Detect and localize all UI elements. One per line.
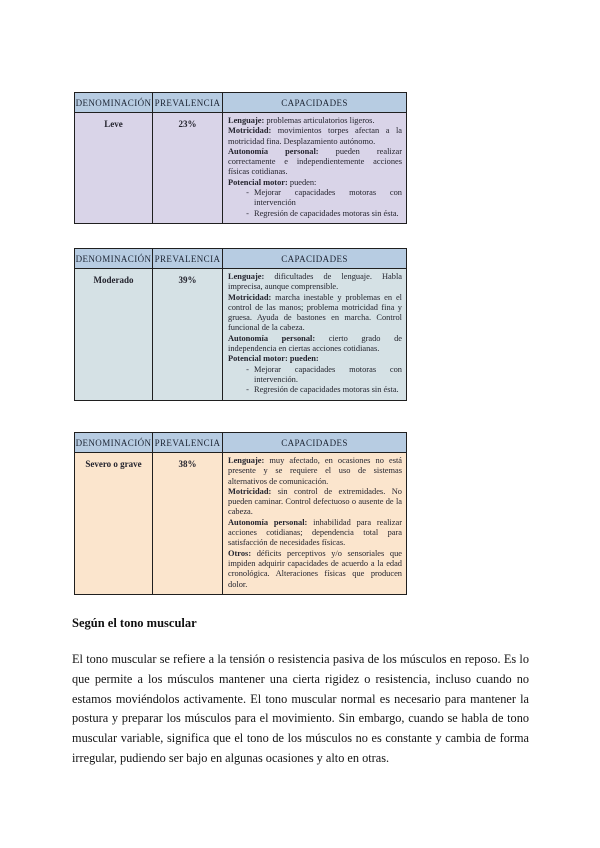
capacidad-label: Motricidad:	[228, 486, 272, 496]
capacidad-text: inhabilidad para realizar acciones cotidianas; dependencia total para satisfacción de necesidades físicas.	[228, 517, 402, 548]
table-row	[75, 113, 407, 224]
denominacion-cell: Severo o grave	[75, 453, 153, 595]
capacidad-item	[228, 456, 402, 487]
capacidad-text: marcha inestable y problemas en el control de las manos; problema motricidad fina y gruesa. Ayuda de bastones en marcha. Control funcional de la cabeza.	[228, 292, 402, 333]
capacidad-item	[228, 178, 402, 188]
capacidad-item	[228, 126, 402, 147]
table-header-row	[75, 433, 407, 453]
column-header-denominacion: DENOMINACIÓN	[75, 249, 153, 269]
column-header-prevalencia: PREVALENCIA	[153, 93, 223, 113]
prevalencia-cell: 23%	[153, 113, 223, 224]
denominacion-cell: Leve	[75, 113, 153, 224]
table-row	[75, 269, 407, 401]
table-head	[75, 93, 407, 113]
capacidad-text: problemas articulatorios ligeros.	[264, 116, 375, 125]
table-row	[75, 453, 407, 595]
capacidad-item	[228, 272, 402, 293]
capacidad-item	[228, 354, 402, 364]
capacidad-text: cierto grado de independencia en ciertas acciones cotidianas.	[228, 333, 402, 354]
bullet-text: Regresión de capacidades motoras sin ésta.	[254, 385, 399, 395]
table-header-row	[75, 93, 407, 113]
capacidad-text: sin control de extremidades. No pueden caminar. Control defectuoso o ausente de la cabeza.	[228, 486, 402, 517]
table-body	[75, 113, 407, 224]
bullet-item	[241, 365, 402, 386]
table-head	[75, 249, 407, 269]
dash-bullet: -	[246, 385, 249, 395]
body-paragraph: El tono muscular se refiere a la tensión o resistencia pasiva de los músculos en reposo. Es lo que permite a los músculos mantener una cierta rigidez o resistencia, incluso cuando no estamos moviéndolos activamente. El tono muscular normal es necesario para mantener la postura y preparar los músculos para el movimiento. Sin embargo, cuando se habla de tono muscular variable, significa que el tono de los músculos no es constante y cambia de forma irregular, pudiendo ser bajo en algunas ocasiones y alto en otras.	[72, 652, 529, 765]
capacidad-label: Lenguaje:	[228, 272, 265, 281]
bullet-text: Regresión de capacidades motoras sin ésta.	[254, 208, 399, 218]
dash-bullet: -	[246, 188, 249, 198]
capacidad-label: Lenguaje:	[228, 116, 265, 125]
capacidades-table-severo	[74, 432, 407, 595]
capacidad-label: Autonomía personal:	[228, 333, 316, 343]
capacidad-item	[228, 147, 402, 178]
capacidad-text: déficits perceptivos y/o sensoriales que impiden adquirir capacidades de acuerdo a la edad cronológica. Alteraciones físicas que producen dolor.	[228, 548, 402, 589]
bullet-item	[241, 209, 402, 219]
denominacion-cell: Moderado	[75, 269, 153, 401]
column-header-capacidades: CAPACIDADES	[223, 93, 407, 113]
capacidad-text: pueden:	[287, 177, 317, 187]
capacidades-cell	[223, 113, 407, 224]
table-header-row	[75, 249, 407, 269]
capacidad-item	[228, 293, 402, 334]
column-header-prevalencia: PREVALENCIA	[153, 249, 223, 269]
capacidad-label: Lenguaje:	[228, 456, 265, 465]
capacidad-item	[228, 487, 402, 518]
dash-bullet: -	[246, 364, 249, 374]
column-header-denominacion: DENOMINACIÓN	[75, 433, 153, 453]
capacidad-label: Otros:	[228, 548, 252, 558]
table-body	[75, 269, 407, 401]
capacidad-item	[228, 334, 402, 355]
capacidad-label: Potencial motor: pueden:	[228, 354, 319, 364]
capacidad-label: Potencial motor:	[228, 177, 288, 187]
section-heading: Según el tono muscular	[72, 616, 197, 630]
capacidad-label: Motricidad:	[228, 292, 272, 302]
capacidades-table-moderado	[74, 248, 407, 401]
bullet-text: Mejorar capacidades motoras con intervención	[254, 188, 402, 208]
table-body	[75, 453, 407, 595]
dash-bullet: -	[246, 208, 249, 218]
column-header-denominacion: DENOMINACIÓN	[75, 93, 153, 113]
capacidad-item	[228, 549, 402, 590]
capacidad-item	[228, 116, 402, 126]
capacidad-label: Motricidad:	[228, 126, 272, 136]
capacidad-label: Autonomía personal:	[228, 146, 319, 156]
column-header-capacidades: CAPACIDADES	[223, 249, 407, 269]
capacidades-cell	[223, 453, 407, 595]
capacidad-text: dificultades de lenguaje. Habla imprecisa, aunque comprensible.	[228, 272, 402, 292]
bullet-item	[241, 385, 402, 395]
bullet-text: Mejorar capacidades motoras con intervención.	[254, 364, 402, 384]
capacidad-label: Autonomía personal:	[228, 517, 308, 527]
capacidad-item	[228, 518, 402, 549]
capacidad-text: pueden realizar correctamente e independientemente acciones físicas cotidianas.	[228, 146, 402, 177]
table-head	[75, 433, 407, 453]
capacidad-text: muy afectado, en ocasiones no está presente y se requiere el uso de sistemas alternativos de comunicación.	[228, 456, 402, 486]
capacidad-text: movimientos torpes afectan a la motricidad fina. Desplazamiento autónomo.	[228, 126, 402, 146]
capacidades-cell	[223, 269, 407, 401]
prevalencia-cell: 39%	[153, 269, 223, 401]
column-header-capacidades: CAPACIDADES	[223, 433, 407, 453]
prevalencia-cell: 38%	[153, 453, 223, 595]
capacidades-table-leve	[74, 92, 407, 224]
column-header-prevalencia: PREVALENCIA	[153, 433, 223, 453]
bullet-item	[241, 188, 402, 209]
